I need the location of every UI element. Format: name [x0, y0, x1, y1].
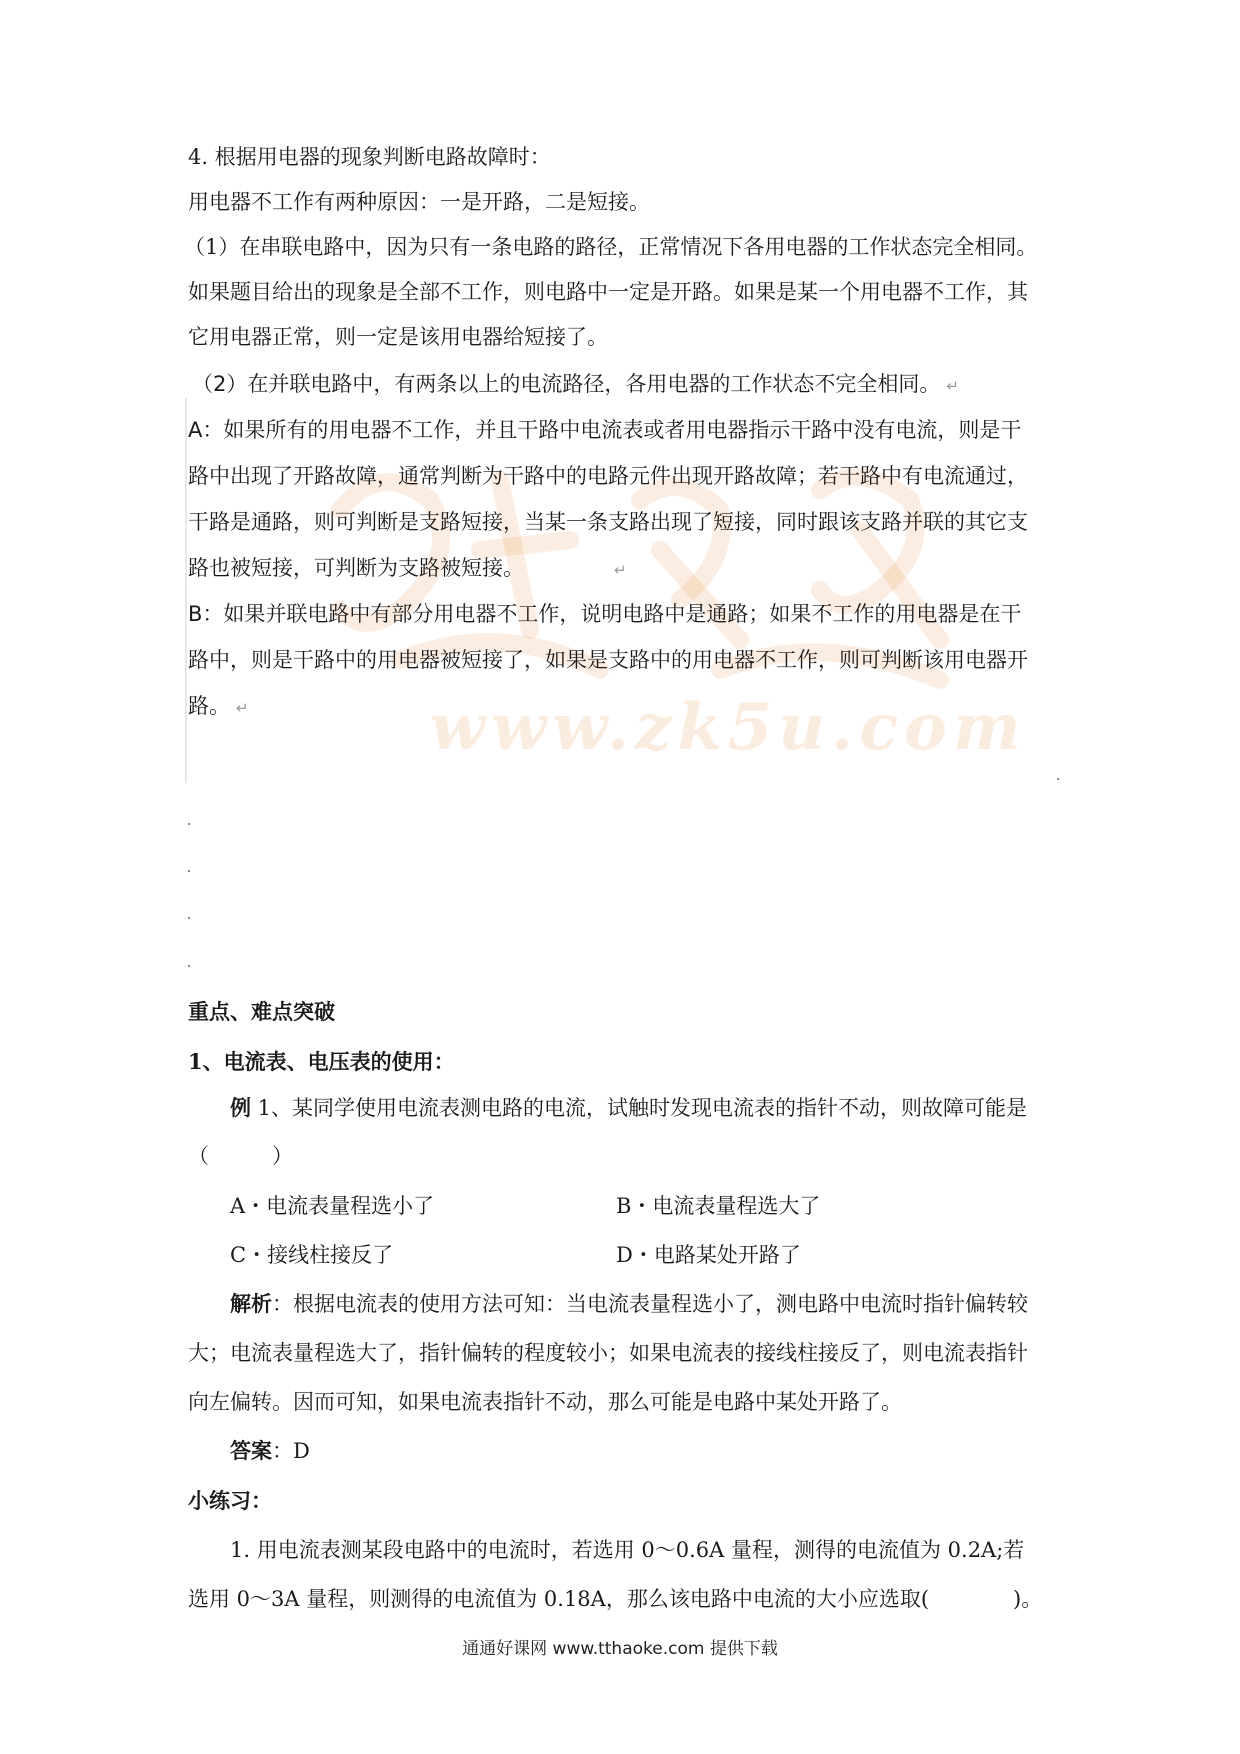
analysis-line1 — [230, 1290, 1028, 1318]
paragraph-series-line2: 如果题目给出的现象是全部不工作，则电路中一定是开路。如果是某一个用电器不工作，其 — [188, 280, 1028, 304]
paragraph-b-line1: B：如果并联电路中有部分用电器不工作，说明电路中是通路；如果不工作的用电器是在干 — [188, 602, 1022, 626]
option-b: B・电流表量程选大了 — [616, 1194, 821, 1218]
practice-q1-line2: 选用 0～3A 量程，则测得的电流值为 0.18A，那么该电路中电流的大小应选取( )。 — [188, 1587, 1043, 1611]
stray-dot — [188, 965, 190, 967]
paragraph-a-line3: 干路是通路，则可判断是支路短接，当某一条支路出现了短接，同时跟该支路并联的其它支 — [188, 510, 1028, 534]
paragraph-b-line3-text: 路。 — [188, 694, 230, 718]
analysis-line2: 大；电流表量程选大了，指针偏转的程度较小；如果电流表的接线柱接反了，则电流表指针 — [188, 1341, 1028, 1365]
paragraph-a-line1: A：如果所有的用电器不工作，并且干路中电流表或者用电器指示干路中没有电流，则是干 — [188, 418, 1022, 442]
paragraph-intro: 用电器不工作有两种原因：一是开路，二是短接。 — [188, 190, 650, 214]
option-c: C・接线柱接反了 — [230, 1243, 394, 1267]
paragraph-b-line3 — [188, 692, 249, 722]
paragraph-a-line2: 路中出现了开路故障，通常判断为干路中的电路元件出现开路故障；若干路中有电流通过， — [188, 464, 1028, 488]
answer-label: 答案 — [230, 1438, 272, 1463]
stray-dot — [188, 917, 190, 919]
analysis-label: 解析 — [230, 1291, 272, 1316]
page-footer: 通通好课网 www.tthaoke.com 提供下载 — [462, 1639, 778, 1659]
paragraph-a-line4-text: 路也被短接，可判断为支路被短接。 — [188, 556, 524, 580]
example-text: 1、某同学使用电流表测电路的电流，试触时发现电流表的指针不动，则故障可能是 — [251, 1096, 1028, 1120]
paragraph-b-line2: 路中，则是干路中的用电器被短接了，如果是支路中的用电器不工作，则可判断该用电器开 — [188, 648, 1028, 672]
practice-heading: 小练习： — [188, 1488, 272, 1513]
stray-dot — [188, 870, 190, 872]
answer-line — [230, 1437, 310, 1465]
return-mark-icon: ↵ — [946, 377, 959, 395]
key-points-heading: 重点、难点突破 — [188, 999, 335, 1024]
paragraph-parallel-line1 — [192, 370, 959, 400]
watermark-text: www.zk5u.com — [430, 690, 1027, 765]
return-mark-icon: ↵ — [236, 699, 249, 717]
practice-q1-line1: 1. 用电流表测某段电路中的电流时，若选用 0～0.6A 量程，测得的电流值为 0.2A;若 — [230, 1538, 1025, 1562]
example-line2: （ ） — [188, 1144, 293, 1168]
example-label: 例 — [230, 1095, 251, 1120]
paragraph-series-line1: （1）在串联电路中，因为只有一条电路的路径，正常情况下各用电器的工作状态完全相同。 — [184, 235, 1038, 259]
stray-dot — [188, 823, 190, 825]
example-line1 — [230, 1094, 1027, 1122]
paragraph-parallel-text: （2）在并联电路中，有两条以上的电流路径，各用电器的工作状态不完全相同。 — [192, 372, 941, 396]
analysis-text: ：根据电流表的使用方法可知：当电流表量程选小了，测电路中电流时指针偏转较 — [272, 1292, 1028, 1316]
answer-value: ：D — [272, 1439, 310, 1463]
section-heading: 4. 根据用电器的现象判断电路故障时： — [188, 145, 551, 169]
stray-dot — [1057, 778, 1059, 780]
paragraph-a-line4 — [188, 554, 627, 584]
option-d: D・电路某处开路了 — [616, 1243, 801, 1267]
key-points-subheading: 1、电流表、电压表的使用： — [188, 1049, 455, 1074]
paragraph-series-line3: 它用电器正常，则一定是该用电器给短接了。 — [188, 325, 608, 349]
return-mark-icon: ↵ — [614, 561, 627, 579]
option-a: A・电流表量程选小了 — [230, 1194, 435, 1218]
analysis-line3: 向左偏转。因而可知，如果电流表指针不动，那么可能是电路中某处开路了。 — [188, 1390, 902, 1414]
